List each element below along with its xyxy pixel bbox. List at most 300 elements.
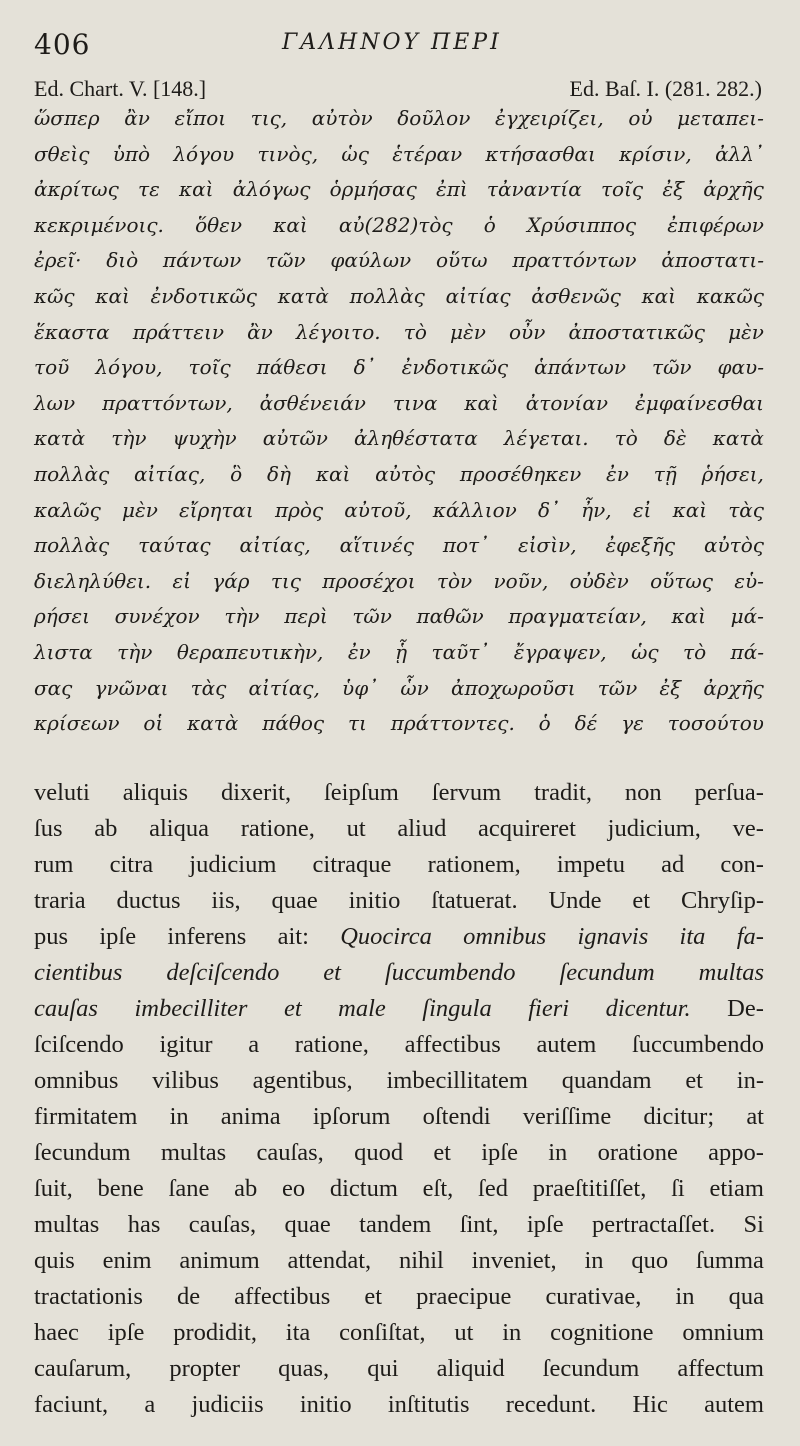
greek-word: τὸ <box>614 426 638 451</box>
greek-word: γάρ <box>212 568 250 593</box>
latin-word: quandam <box>561 1067 652 1094</box>
greek-line <box>34 350 764 384</box>
latin-word: initio <box>348 887 401 914</box>
latin-word: ratione, <box>240 815 315 842</box>
latin-word: bene <box>97 1175 144 1202</box>
greek-word: πά- <box>730 640 764 664</box>
latin-word: ſecundum <box>542 1355 640 1382</box>
latin-word: non <box>624 779 662 806</box>
latin-word: Quocirca <box>340 923 432 950</box>
greek-word: διὸ <box>106 248 139 273</box>
greek-word: τῇ <box>653 462 677 486</box>
greek-line <box>34 172 764 206</box>
latin-word: citraque <box>312 851 392 878</box>
greek-word: κτήσασθαι <box>485 141 596 166</box>
greek-line <box>34 528 764 562</box>
latin-word: et <box>283 995 302 1022</box>
latin-word: et <box>685 1067 703 1094</box>
greek-word: πολλὰς <box>34 462 110 486</box>
latin-word: ab <box>94 815 118 842</box>
latin-word: inferens <box>167 923 247 950</box>
latin-word: ſane <box>168 1175 210 1202</box>
greek-word: τις, <box>250 106 288 130</box>
greek-word: φαυ- <box>717 355 764 380</box>
greek-word: φαύλων <box>330 248 412 273</box>
greek-word: ἐγχειρίζει, <box>494 106 604 130</box>
latin-word: traria <box>34 887 86 914</box>
greek-line <box>34 457 764 491</box>
latin-word: imbecilliter <box>134 995 248 1022</box>
greek-line <box>34 386 764 420</box>
greek-word: ὃ <box>230 462 243 486</box>
greek-word: πράττειν <box>132 319 224 344</box>
latin-word: aliud <box>397 815 447 842</box>
latin-line <box>34 1315 764 1351</box>
greek-word: τῶν <box>352 604 392 629</box>
latin-word: ad <box>661 851 685 878</box>
greek-word: καὶ <box>641 284 677 308</box>
greek-word: τὴν <box>224 604 260 629</box>
greek-word: καὶ <box>95 284 130 308</box>
greek-word: κακῶς <box>696 284 764 308</box>
latin-word: in <box>502 1319 522 1346</box>
latin-word: animum <box>179 1247 260 1274</box>
latin-word: et <box>632 887 651 914</box>
greek-word: ἐφεξῆς <box>605 533 676 558</box>
latin-word: deſciſcendo <box>166 959 280 986</box>
greek-word: αὐτὸς <box>375 462 436 486</box>
latin-word: rum <box>34 851 74 878</box>
greek-word: ἀσθενῶς <box>531 284 621 308</box>
greek-word: τῶν <box>652 355 692 380</box>
latin-word: Chryſip- <box>680 887 764 914</box>
latin-word: affectum <box>677 1355 764 1382</box>
latin-line <box>34 955 764 991</box>
greek-word: πάθεσι <box>256 355 328 380</box>
greek-word: αἵτινές <box>339 533 415 558</box>
latin-word: ſtatuerat. <box>431 887 518 914</box>
greek-word: δὲ <box>663 426 687 451</box>
page-number: 406 <box>34 28 91 61</box>
greek-word: ἂν <box>247 319 273 344</box>
latin-word: qua <box>728 1283 764 1310</box>
greek-word: ἐν <box>347 640 371 664</box>
latin-word: ſeipſum <box>324 779 399 806</box>
greek-word: ἐν <box>606 462 629 486</box>
greek-word: δὴ <box>267 462 292 486</box>
latin-word: ab <box>234 1175 258 1202</box>
latin-word: ſciſcendo <box>34 1031 124 1058</box>
latin-word: has <box>127 1211 161 1238</box>
latin-word: cognitione <box>550 1319 654 1346</box>
latin-word: impetu <box>556 851 625 878</box>
latin-word: fieri <box>528 995 570 1022</box>
greek-word: ἀσθένειάν <box>259 390 366 415</box>
greek-word: ἐξ <box>662 177 685 202</box>
greek-word: ἂν <box>124 106 150 130</box>
latin-word: propter <box>169 1355 241 1382</box>
latin-word: ipſe <box>99 923 137 950</box>
latin-word: dicentur. <box>605 995 691 1022</box>
latin-word: de <box>176 1283 201 1310</box>
greek-line <box>34 315 764 349</box>
greek-line <box>34 208 764 242</box>
greek-word: ᾗ <box>395 640 408 664</box>
latin-word: con- <box>720 851 764 878</box>
greek-word: ἀκρίτως <box>34 177 119 202</box>
greek-word: λέγοιτο. <box>295 319 381 344</box>
greek-word: εὑ- <box>734 568 764 593</box>
latin-word: enim <box>102 1247 152 1274</box>
greek-word: ὁ <box>483 212 496 237</box>
greek-word: κατὰ <box>34 426 86 451</box>
greek-word: καὶ <box>672 497 708 522</box>
greek-word: μά- <box>730 604 764 629</box>
latin-word: Hic <box>632 1391 668 1418</box>
greek-word: ὧν <box>400 675 429 700</box>
latin-line <box>34 1351 764 1387</box>
greek-word: προσέθηκεν <box>459 462 582 486</box>
greek-word: ταύτας <box>138 533 211 558</box>
greek-word: οὐ <box>628 106 653 130</box>
latin-word: ſi <box>671 1175 685 1202</box>
latin-word: in <box>675 1283 695 1310</box>
greek-word: μὲν <box>121 497 158 522</box>
greek-word: ἐνδοτικῶς <box>150 284 258 308</box>
greek-word: μὲν <box>449 319 486 344</box>
latin-line <box>34 775 764 811</box>
greek-word: ὁρμήσας <box>329 177 417 202</box>
greek-word: πρὸς <box>274 497 324 522</box>
latin-word: ipſe <box>481 1139 518 1166</box>
greek-word: τὰς <box>190 675 227 700</box>
greek-word: δ᾽ <box>537 497 560 522</box>
greek-word: σθεὶς <box>34 141 90 166</box>
greek-word: κρίσιν, <box>619 141 692 166</box>
greek-word: ὑπὸ <box>112 141 151 166</box>
latin-line <box>34 847 764 883</box>
greek-word: κατὰ <box>187 711 239 736</box>
greek-word: περὶ <box>284 604 328 629</box>
greek-word: ὑφ᾽ <box>342 675 379 700</box>
latin-line <box>34 1171 764 1207</box>
latin-line <box>34 811 764 847</box>
greek-word: ἀποστατι- <box>661 248 764 273</box>
greek-word: λιστα <box>34 640 93 664</box>
latin-word: tractationis <box>34 1283 143 1310</box>
latin-word: praeſtitiſſet, <box>532 1175 647 1202</box>
greek-word: τὸν <box>436 568 473 593</box>
latin-word: ſingula <box>422 995 492 1022</box>
greek-word: πολλὰς <box>34 533 110 558</box>
latin-line <box>34 883 764 919</box>
greek-word: ἀληθέστατα <box>353 426 478 451</box>
latin-line <box>34 1387 764 1423</box>
greek-word: ὥσπερ <box>34 106 100 130</box>
greek-word: καὶ <box>671 604 706 629</box>
latin-word: at <box>746 1103 764 1130</box>
latin-word: autem <box>704 1391 764 1418</box>
greek-word: δοῦλον <box>397 106 471 130</box>
latin-word: rationem, <box>427 851 521 878</box>
greek-line <box>34 101 764 135</box>
latin-word: ſus <box>34 815 63 842</box>
latin-word: ita <box>285 1319 311 1346</box>
latin-word: oratione <box>597 1139 678 1166</box>
latin-word: quas, <box>278 1355 330 1382</box>
greek-word: τοῦ <box>34 355 70 380</box>
greek-word: ἐμφαίνεσθαι <box>634 390 764 415</box>
latin-word: ipſorum <box>312 1103 391 1130</box>
latin-word: in <box>584 1247 604 1274</box>
latin-word: judicium <box>189 851 277 878</box>
latin-word: agentibus, <box>252 1067 353 1094</box>
latin-word: quae <box>271 887 318 914</box>
greek-word: καὶ <box>464 390 499 415</box>
latin-word: eſt, <box>422 1175 454 1202</box>
greek-word: ταῦτ᾽ <box>431 640 490 664</box>
latin-word: eo <box>281 1175 306 1202</box>
latin-word: cauſas <box>34 995 98 1022</box>
latin-line <box>34 1135 764 1171</box>
greek-word: ἀλλ᾽ <box>715 141 764 166</box>
latin-word: inſtitutis <box>387 1391 470 1418</box>
greek-word: λων <box>34 390 76 415</box>
greek-word: ἀρχῆς <box>703 177 764 202</box>
greek-word: τἀναντία <box>486 177 582 202</box>
greek-word: αἰτίας, <box>239 533 311 558</box>
latin-word: autem <box>536 1031 597 1058</box>
latin-word: ut <box>346 815 366 842</box>
greek-line <box>34 243 764 277</box>
greek-word: κατὰ <box>712 426 764 451</box>
latin-word: perſua- <box>694 779 764 806</box>
latin-word: aliqua <box>149 815 209 842</box>
greek-word: τοῖς <box>188 355 231 380</box>
latin-word: ratione, <box>294 1031 369 1058</box>
greek-word: ὡς <box>341 141 369 166</box>
latin-word: omnibus <box>34 1067 119 1094</box>
latin-word: ſuccumbendo <box>631 1031 764 1058</box>
latin-word: initio <box>299 1391 352 1418</box>
greek-word: ἐπὶ <box>435 177 468 202</box>
latin-word: ve- <box>732 815 764 842</box>
latin-word: aliquid <box>436 1355 505 1382</box>
latin-word: ut <box>454 1319 474 1346</box>
greek-word: καὶ <box>315 462 351 486</box>
latin-word: inveniet, <box>471 1247 557 1274</box>
latin-line <box>34 1063 764 1099</box>
greek-word: ὡς <box>631 640 659 664</box>
greek-word: τὴν <box>117 640 153 664</box>
latin-word: iis, <box>211 887 241 914</box>
latin-word: tradit, <box>534 779 592 806</box>
latin-word: multas <box>698 959 764 986</box>
greek-word: αὐ(282)τὸς <box>338 212 453 237</box>
latin-line <box>34 1027 764 1063</box>
latin-word: Unde <box>548 887 602 914</box>
greek-word: ἐρεῖ· <box>34 248 82 273</box>
latin-line <box>34 1207 764 1243</box>
latin-word: ſervum <box>431 779 502 806</box>
greek-word: εἰ <box>632 497 652 522</box>
greek-word: οὕτως <box>650 568 713 593</box>
greek-word: τῶν <box>597 675 638 700</box>
latin-word: fa- <box>736 923 764 950</box>
latin-word: ſecundum <box>559 959 655 986</box>
latin-word: curativae, <box>545 1283 642 1310</box>
latin-word: ſint, <box>459 1211 499 1238</box>
latin-word: haec <box>34 1319 79 1346</box>
latin-word: multas <box>160 1139 227 1166</box>
latin-word: cauſas, <box>188 1211 257 1238</box>
greek-word: ἀποστατικῶς <box>568 319 705 344</box>
latin-word: ignavis <box>577 923 649 950</box>
greek-line <box>34 564 764 598</box>
greek-word: θεραπευτικὴν, <box>176 640 324 664</box>
greek-word: καὶ <box>179 177 214 202</box>
greek-word: ποτ᾽ <box>442 533 490 558</box>
latin-word: judicium, <box>607 815 701 842</box>
greek-word: λέγεται. <box>503 426 589 451</box>
greek-word: αὐτῶν <box>262 426 328 451</box>
latin-word: omnium <box>682 1319 764 1346</box>
latin-word: De- <box>727 995 764 1022</box>
latin-word: citra <box>109 851 154 878</box>
latin-word: ſuit, <box>34 1175 73 1202</box>
greek-word: κρίσεων <box>34 711 120 736</box>
latin-word: imbecillitatem <box>386 1067 528 1094</box>
latin-word: cientibus <box>34 959 123 986</box>
edition-reference-right: Ed. Baſ. I. (281. 282.) <box>569 76 762 101</box>
greek-word: ρήσει <box>34 604 90 629</box>
greek-word: γνῶναι <box>94 675 169 700</box>
latin-line <box>34 919 764 955</box>
greek-word: λόγου <box>173 141 235 166</box>
latin-word: firmitatem <box>34 1103 138 1130</box>
greek-word: ἐξ <box>659 675 682 700</box>
greek-word: σας <box>34 675 73 700</box>
running-title: ΓΑΛΗΝΟΥ ΠΕΡΙ <box>282 30 502 55</box>
latin-word: ait: <box>277 923 309 950</box>
greek-word: νοῦν, <box>493 568 549 593</box>
greek-word: ἀλόγως <box>232 177 311 202</box>
latin-word: conſiſtat, <box>339 1319 426 1346</box>
greek-word: τῶν <box>266 248 306 273</box>
latin-word: et <box>433 1139 451 1166</box>
greek-word: κῶς <box>34 284 75 308</box>
greek-word: αὐτὸς <box>703 533 764 558</box>
latin-word: aliquis <box>122 779 189 806</box>
greek-word: διεληλύθει. <box>34 568 152 593</box>
latin-word: cauſarum, <box>34 1355 132 1382</box>
greek-word: τε <box>138 177 160 202</box>
greek-word: λόγου, <box>95 355 163 380</box>
latin-word: cauſas, <box>256 1139 324 1166</box>
greek-word: καλῶς <box>34 497 101 522</box>
latin-word: pus <box>34 923 69 950</box>
latin-word: prodidit, <box>173 1319 257 1346</box>
greek-word: δ᾽ <box>353 355 376 380</box>
greek-word: οἱ <box>143 711 164 736</box>
greek-word: παθῶν <box>416 604 484 629</box>
greek-word: τὸ <box>683 640 707 664</box>
greek-word: ἀποχωροῦσι <box>450 675 576 700</box>
greek-word: πραττόντων <box>512 248 637 273</box>
latin-word: veriſſime <box>522 1103 612 1130</box>
greek-word: τινὸς, <box>257 141 319 166</box>
greek-word: οὖν <box>509 319 546 344</box>
greek-word: κεκριμένοις. <box>34 212 164 237</box>
greek-word: οὕτω <box>435 248 488 273</box>
latin-word: multas <box>34 1211 100 1238</box>
latin-word: quis <box>34 1247 75 1274</box>
latin-word: in <box>548 1139 568 1166</box>
latin-word: affectibus <box>404 1031 501 1058</box>
latin-word: vilibus <box>152 1067 219 1094</box>
greek-word: τις <box>270 568 301 593</box>
greek-word: ἁπάντων <box>534 355 626 380</box>
latin-word: acquireret <box>478 815 576 842</box>
greek-word: κάλλιον <box>432 497 517 522</box>
latin-word: tandem <box>359 1211 432 1238</box>
latin-word: recedunt. <box>505 1391 597 1418</box>
greek-word: πολλὰς <box>349 284 425 308</box>
latin-word: male <box>338 995 386 1022</box>
greek-word: ἕκαστα <box>34 319 110 344</box>
greek-word: δέ <box>574 711 598 736</box>
latin-line <box>34 1243 764 1279</box>
latin-word: dixerit, <box>220 779 292 806</box>
greek-word: πάθος <box>262 711 325 736</box>
latin-word: ipſe <box>526 1211 564 1238</box>
greek-line <box>34 706 764 740</box>
latin-word: igitur <box>159 1031 213 1058</box>
latin-line <box>34 1099 764 1135</box>
edition-reference-left: Ed. Chart. V. [148.] <box>34 76 207 101</box>
latin-word: ſecundum <box>34 1139 131 1166</box>
greek-word: ἀτονίαν <box>525 390 609 415</box>
latin-word: ſumma <box>695 1247 764 1274</box>
latin-word: ſed <box>478 1175 508 1202</box>
greek-word: μεταπει- <box>677 106 764 130</box>
greek-word: ἀρχῆς <box>703 675 764 700</box>
latin-word: faciunt, <box>34 1391 109 1418</box>
greek-word: αἰτίας, <box>248 675 320 700</box>
latin-word: affectibus <box>234 1283 331 1310</box>
latin-word: praecipue <box>416 1283 512 1310</box>
greek-word: τὸ <box>403 319 427 344</box>
latin-word: in <box>169 1103 189 1130</box>
latin-word: ductus <box>116 887 181 914</box>
latin-line <box>34 991 764 1027</box>
greek-word: κατὰ <box>277 284 329 308</box>
latin-line <box>34 1279 764 1315</box>
greek-word: τοῖς <box>600 177 644 202</box>
greek-word: εἴρηται <box>179 497 254 522</box>
greek-word: τὰς <box>728 497 764 522</box>
greek-line <box>34 599 764 633</box>
greek-word: πάντων <box>162 248 242 273</box>
greek-word: πραττόντων, <box>102 390 233 415</box>
greek-word: εἴποι <box>174 106 227 130</box>
greek-word: ἐπιφέρων <box>667 212 764 237</box>
latin-word: ipſe <box>107 1319 145 1346</box>
greek-word: προσέχοι <box>322 568 416 593</box>
greek-line <box>34 279 764 313</box>
latin-word: quo <box>631 1247 669 1274</box>
greek-word: ῥήσει, <box>701 462 764 486</box>
